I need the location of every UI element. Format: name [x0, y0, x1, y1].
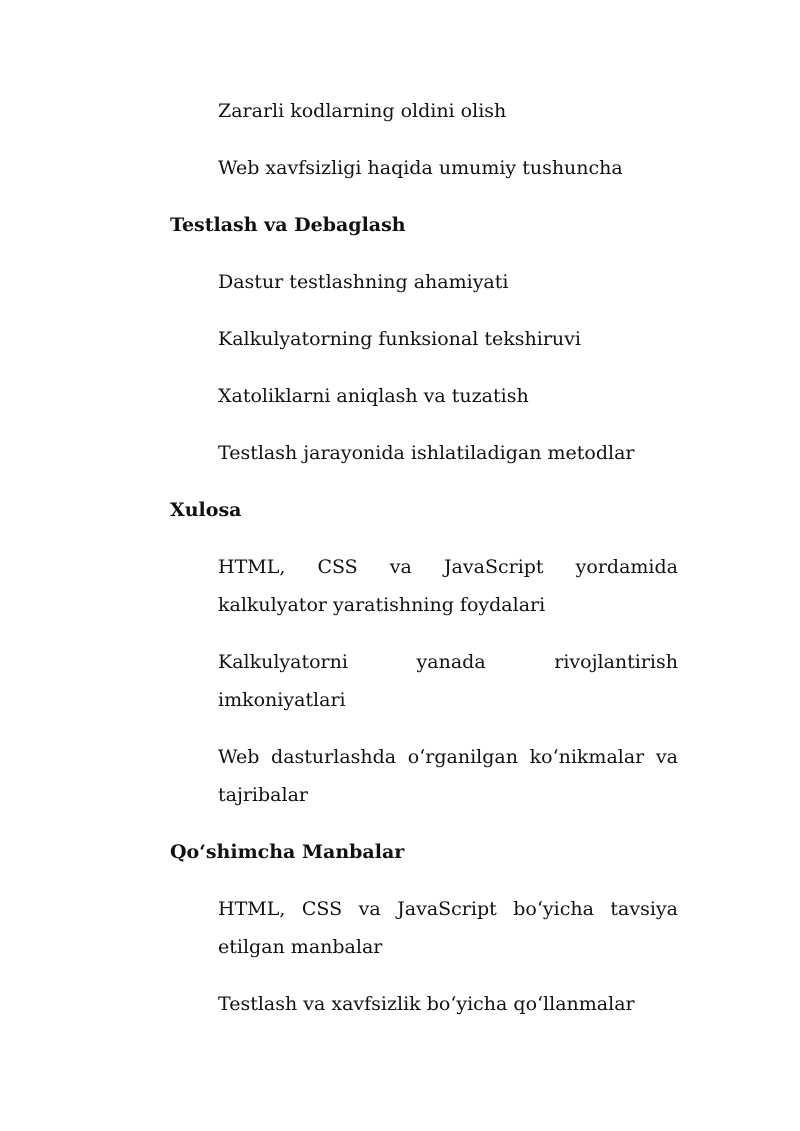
list-item: HTML, CSS va JavaScript bo‘yicha tavsiya etilgan manbalar [218, 898, 678, 958]
document-content [170, 92, 678, 1042]
section-heading-testlash: Testlash va Debaglash [170, 214, 406, 236]
list-item: Kalkulyatorni yanada rivojlantirish imkoniyatlari [218, 651, 678, 711]
list-item: Testlash jarayonida ishlatiladigan metodlar [218, 442, 635, 464]
list-item: Web xavfsizligi haqida umumiy tushuncha [218, 157, 623, 179]
list-item: Dastur testlashning ahamiyati [218, 271, 509, 293]
list-item: Zararli kodlarning oldini olish [218, 100, 507, 122]
list-item: Testlash va xavfsizlik bo‘yicha qo‘llanmalar [218, 993, 635, 1015]
list-item: Kalkulyatorning funksional tekshiruvi [218, 328, 581, 350]
list-item: Xatoliklarni aniqlash va tuzatish [218, 385, 529, 407]
list-item: Web dasturlashda o‘rganilgan ko‘nikmalar va tajribalar [218, 746, 678, 806]
section-heading-xulosa: Xulosa [170, 499, 242, 521]
list-item: HTML, CSS va JavaScript yordamida kalkulyator yaratishning foydalari [218, 556, 678, 616]
section-heading-manbalar: Qo‘shimcha Manbalar [170, 841, 405, 863]
